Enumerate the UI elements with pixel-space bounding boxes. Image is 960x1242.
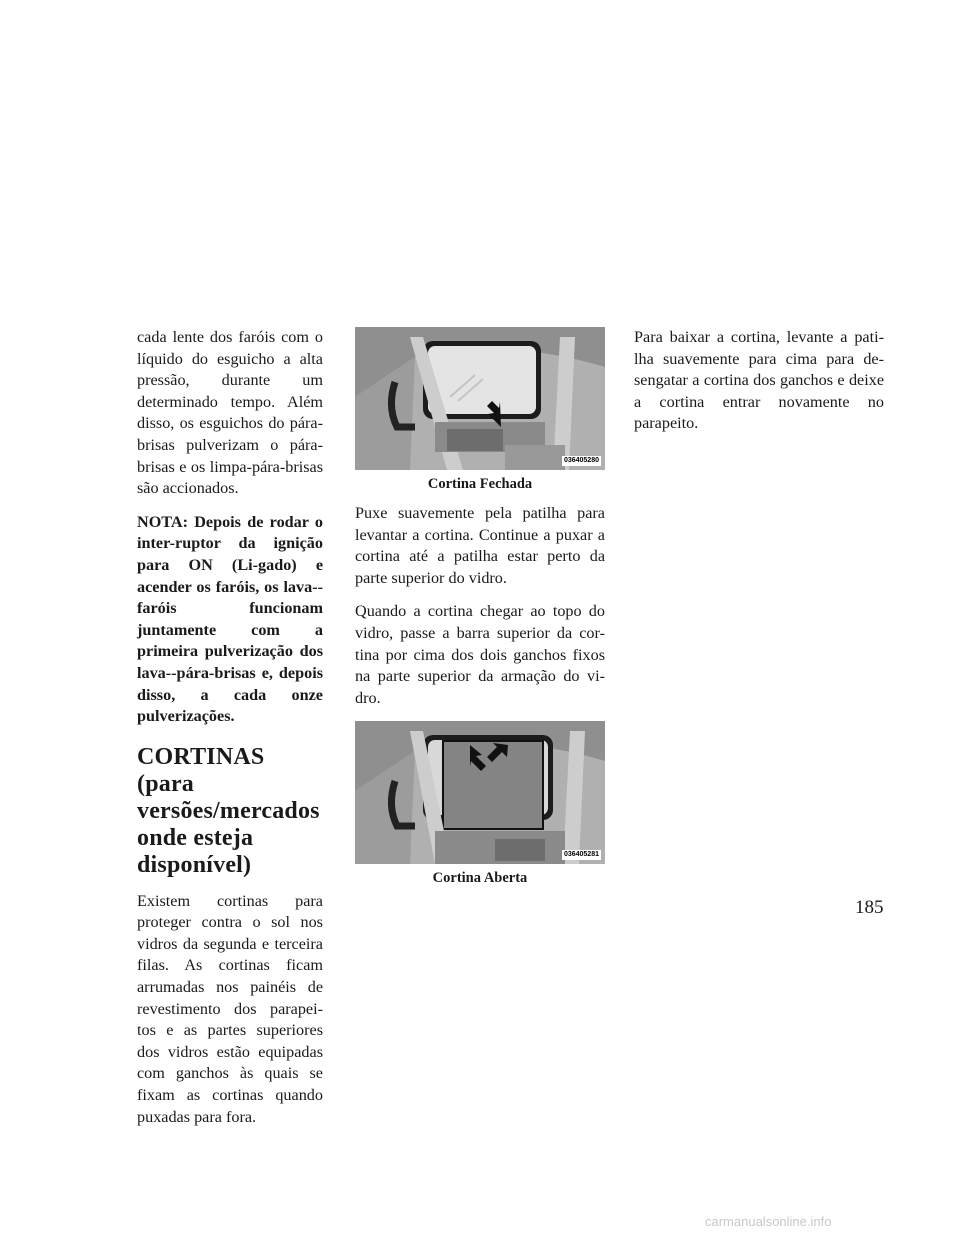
text-column-2 (355, 327, 605, 897)
note-washer: NOTA: Depois de rodar o inter-ruptor da ignição para ON (Li-gado) e acender os faróis, os lava--faróis funcionam juntamente com a primeira pulverização dos lava--pára-brisas e, depois disso, a cada onze pulverizações. (137, 512, 323, 726)
figure-curtain-closed (355, 327, 605, 470)
paragraph-curtains-intro: Existem cortinas para proteger contra o sol nos vidros da segunda e terceira filas. As cortinas ficam arrumadas nos painéis de revestimento dos parapei-tos e as partes superiores dos vidros estão equipadas com ganchos às quais se fixam as cortinas quando puxadas para fora. (137, 891, 323, 1126)
curtain-open-illustration (355, 721, 605, 864)
paragraph-lower-curtain: Para baixar a cortina, levante a pati-lha suavemente para cima para de-sengatar a cortina dos ganchos e deixe a cortina entrar novamente no parapeito. (634, 328, 884, 433)
paragraph-headlamp-washer: cada lente dos faróis com o líquido do esguicho a alta pressão, durante um determinado tempo. Além disso, os esguichos do pára-brisas pulverizam o pára-brisas e os limpa-pára-brisas são accionados. (137, 328, 323, 498)
curtain-closed-illustration (355, 327, 605, 470)
paragraph-raise-curtain: Puxe suavemente pela patilha para levantar a cortina. Continue a puxar a cortina até a patilha estar perto da parte superior do vidro. (355, 504, 605, 587)
page-number: 185 (855, 897, 884, 918)
watermark: carmanualsonline.info (705, 1214, 832, 1229)
text-column-1 (137, 327, 323, 1140)
text-column-3 (634, 327, 884, 447)
caption-curtain-closed: Cortina Fechada (427, 476, 533, 492)
figure-curtain-open (355, 721, 605, 864)
figure-code: 036405280 (563, 457, 599, 464)
figure-code: 036405281 (563, 851, 599, 859)
section-heading-curtains: CORTINAS (para versões/mercados onde esteja disponível) (137, 743, 320, 878)
paragraph-hook-curtain: Quando a cortina chegar ao topo do vidro, passe a barra superior da cor-tina por cima dos dois ganchos fixos na parte superior da armação do vi-dro. (355, 602, 605, 707)
caption-curtain-open: Cortina Aberta (432, 870, 528, 887)
